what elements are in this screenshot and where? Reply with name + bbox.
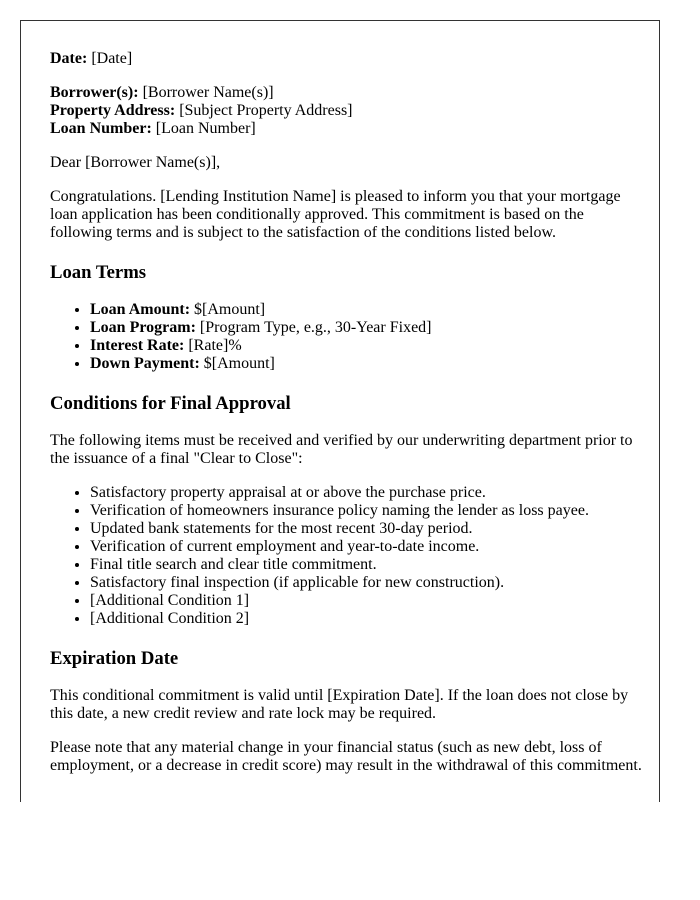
intro-paragraph: Congratulations. [Lending Institution Name] is pleased to inform you that your mortgage loan application has been conditionally approved. This commitment is based on the following terms and is subject to the satisfaction of the conditions listed below. xyxy=(50,188,621,241)
loan-term-value: [Program Type, e.g., 30-Year Fixed] xyxy=(195,319,432,336)
loan-term-label: Loan Program: xyxy=(90,319,196,336)
loan-number-value: [Loan Number] xyxy=(151,120,256,137)
loan-term-item xyxy=(90,355,650,373)
loan-term-item xyxy=(90,319,650,337)
conditions-heading: Conditions for Final Approval xyxy=(50,393,291,414)
loan-term-label: Down Payment: xyxy=(90,355,200,372)
borrower-line xyxy=(50,84,650,102)
loan-terms-list xyxy=(50,301,650,373)
loan-number-label: Loan Number: xyxy=(50,120,152,137)
salutation: Dear [Borrower Name(s)], xyxy=(50,154,221,171)
date-line xyxy=(50,50,650,68)
loan-term-item xyxy=(90,337,650,355)
material-change-paragraph: Please note that any material change in your financial status (such as new debt, loss of employment, or a decrease in credit score) may result in the withdrawal of this commitment. xyxy=(50,739,642,774)
conditions-list xyxy=(50,484,650,628)
loan-term-value: $[Amount] xyxy=(199,355,275,372)
condition-item: • Satisfactory final inspection (if applicable for new construction). xyxy=(90,574,650,592)
loan-terms-heading: Loan Terms xyxy=(50,262,147,283)
property-address-line xyxy=(50,102,650,120)
date-value: [Date] xyxy=(87,50,133,67)
letter-page xyxy=(20,20,660,802)
property-address-label: Property Address: xyxy=(50,102,176,119)
condition-item: • Final title search and clear title commitment. xyxy=(90,556,650,574)
loan-term-item xyxy=(90,301,650,319)
loan-number-line xyxy=(50,120,650,138)
condition-item: • [Additional Condition 1] xyxy=(90,592,650,610)
condition-item: • Updated bank statements for the most recent 30-day period. xyxy=(90,520,650,538)
loan-meta-block xyxy=(50,84,650,138)
condition-item: • Verification of current employment and year-to-date income. xyxy=(90,538,650,556)
borrower-value: [Borrower Name(s)] xyxy=(138,84,274,101)
property-address-value: [Subject Property Address] xyxy=(175,102,353,119)
condition-item: • Verification of homeowners insurance policy naming the lender as loss payee. xyxy=(90,502,650,520)
conditions-intro: The following items must be received and verified by our underwriting department prior to the issuance of a final "Clear to Close": xyxy=(50,432,633,467)
date-label: Date: xyxy=(50,50,88,67)
loan-term-value: [Rate]% xyxy=(184,337,242,354)
loan-term-label: Loan Amount: xyxy=(90,301,191,318)
letter-content xyxy=(50,50,650,791)
loan-term-label: Interest Rate: xyxy=(90,337,185,354)
loan-term-value: $[Amount] xyxy=(190,301,266,318)
borrower-label: Borrower(s): xyxy=(50,84,139,101)
expiration-paragraph: This conditional commitment is valid until [Expiration Date]. If the loan does not close by this date, a new credit review and rate lock may be required. xyxy=(50,687,629,722)
condition-item: • Satisfactory property appraisal at or above the purchase price. xyxy=(90,484,650,502)
condition-item: • [Additional Condition 2] xyxy=(90,610,650,628)
expiration-heading: Expiration Date xyxy=(50,648,179,669)
